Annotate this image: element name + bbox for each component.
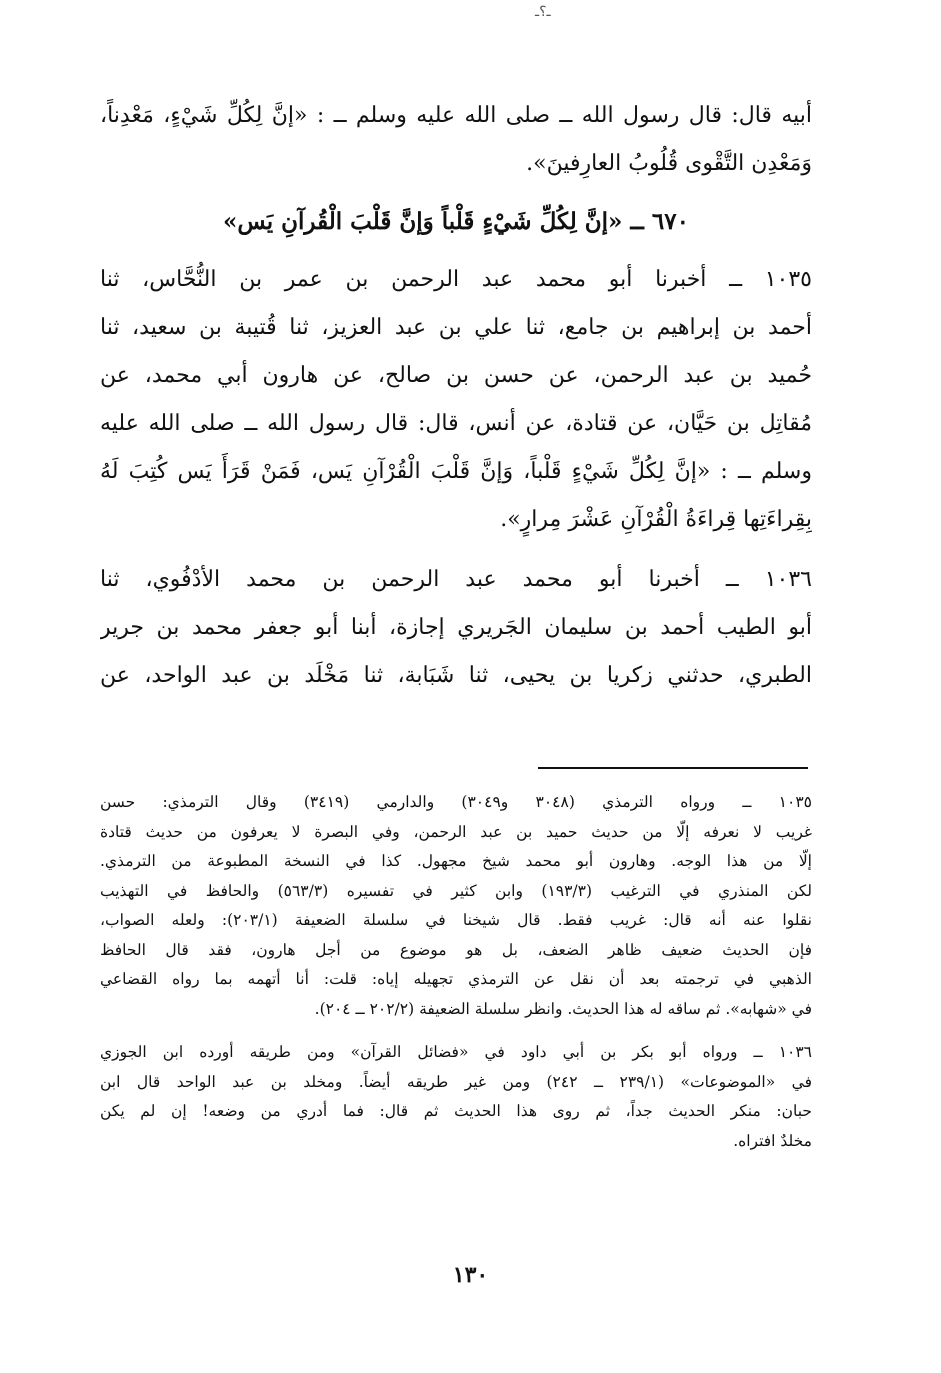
footnote-1035-line: الذهبي في ترجمته بعد أن نقل عن الترمذي تجهيله إياه: قلت: أنا أتهمه بما رواه القضاعي — [100, 970, 812, 988]
hadith-1035-line: وسلم ــ : «إنَّ لِكُلِّ شَيْءٍ قَلْباً، وَإنَّ قَلْبَ الْقُرْآنِ يَس، فَمَنْ قَرَأَ يَس كُتِبَ لَهُ — [100, 459, 812, 484]
hadith-1035-line: أحمد بن إبراهيم بن جامع، ثنا علي بن عبد العزيز، ثنا قُتيبة بن سعيد، ثنا — [100, 315, 812, 340]
footnote-1035-line: فإن الحديث ضعيف ظاهر الضعف، بل هو موضوع من أجل هارون، فقد قال الحافظ — [100, 940, 812, 959]
page-number: ١٣٠ — [452, 1262, 489, 1288]
footnote-1035-line: ١٠٣٥ ــ ورواه الترمذي (٣٠٤٨ و٣٠٤٩) والدارمي (٣٤١٩) وقال الترمذي: حسن — [100, 793, 812, 811]
footnote-divider — [538, 767, 808, 769]
hadith-1036-line: أبو الطيب أحمد بن سليمان الجَريري إجازة، أبنا أبو جعفر محمد بن جرير — [100, 615, 812, 640]
text-line: وَمَعْدِن التَّقْوى قُلُوبُ العارِفينَ». — [526, 151, 812, 176]
footnote-1036-line: حبان: منكر الحديث جداً، ثم روى هذا الحديث ثم قال: فما أدري من وضعه! إن لم يكن — [100, 1102, 812, 1120]
hadith-1035-line: حُميد بن عبد الرحمن، عن حسن بن صالح، عن هارون أبي محمد، عن — [100, 363, 812, 388]
footnote-1036-line: مخلدٌ افتراه. — [733, 1131, 812, 1150]
hadith-1036-line: الطبري، حدثني زكريا بن يحيى، ثنا شَبَابة، ثنا مَخْلَد بن عبد الواحد، عن — [100, 663, 812, 688]
hadith-1035-line: ١٠٣٥ ــ أخبرنا أبو محمد عبد الرحمن بن عمر بن النُّحَّاس، ثنا — [100, 267, 812, 292]
hadith-1035-line: بِقِراءَتِها قِراءَةُ الْقُرْآنِ عَشْرَ مِرارٍ». — [500, 507, 812, 532]
footnote-1035-line: إلّا من هذا الوجه. وهارون أبو محمد شيخ مجهول. كذا في النسخة المطبوعة من الترمذي. — [100, 852, 812, 870]
footnotes — [100, 788, 812, 1156]
footnote-1036-line: ١٠٣٦ ــ ورواه أبو بكر بن أبي داود في «فضائل القرآن» ومن طريقه أورده ابن الجوزي — [100, 1043, 812, 1061]
main-text — [100, 92, 812, 700]
hadith-heading: ٦٧٠ ــ «إنَّ لِكُلِّ شَيْءٍ قَلْباً وَإنَّ قَلْبَ الْقُرآنِ يَس» — [223, 208, 689, 235]
footnote-1036-line: في «الموضوعات» (٢٣٩/١ ــ ٢٤٢) ومن غير طريقه أيضاً. ومخلد بن عبد الواحد قال ابن — [100, 1072, 812, 1091]
hadith-1035-line: مُقاتِل بن حَيَّان، عن قتادة، عن أنس، قال: قال رسول الله ــ صلى الله عليه — [100, 411, 812, 436]
footnote-1035-line: نقلوا عنه أنه قال: غريب فقط. قال شيخنا في سلسلة الضعيفة (٢٠٣/١): ولعله الصواب، — [100, 911, 812, 929]
footnote-1035-line: غريب لا نعرفه إلّا من حديث حميد بن عبد الرحمن، وفي البصرة لا يعرفون من حديث قتادة — [100, 822, 812, 841]
footnote-1035-line: في «شهابه». ثم ساقه له هذا الحديث. وانظر سلسلة الضعيفة (٢٠٢/٢ ــ ٢٠٤). — [314, 999, 812, 1018]
top-mark: ـ؟ـ — [535, 4, 551, 20]
text-line: أبيه قال: قال رسول الله ــ صلى الله عليه وسلم ــ : «إنَّ لِكُلِّ شَيْءٍ، مَعْدِناً، — [100, 103, 812, 128]
footnote-1035-line: لكن المنذري في الترغيب (١٩٣/٣) وابن كثير في تفسيره (٥٦٣/٣) والحافظ في التهذيب — [100, 881, 812, 900]
hadith-1036-line: ١٠٣٦ ــ أخبرنا أبو محمد عبد الرحمن بن محمد الأدْفُوي، ثنا — [100, 567, 812, 592]
